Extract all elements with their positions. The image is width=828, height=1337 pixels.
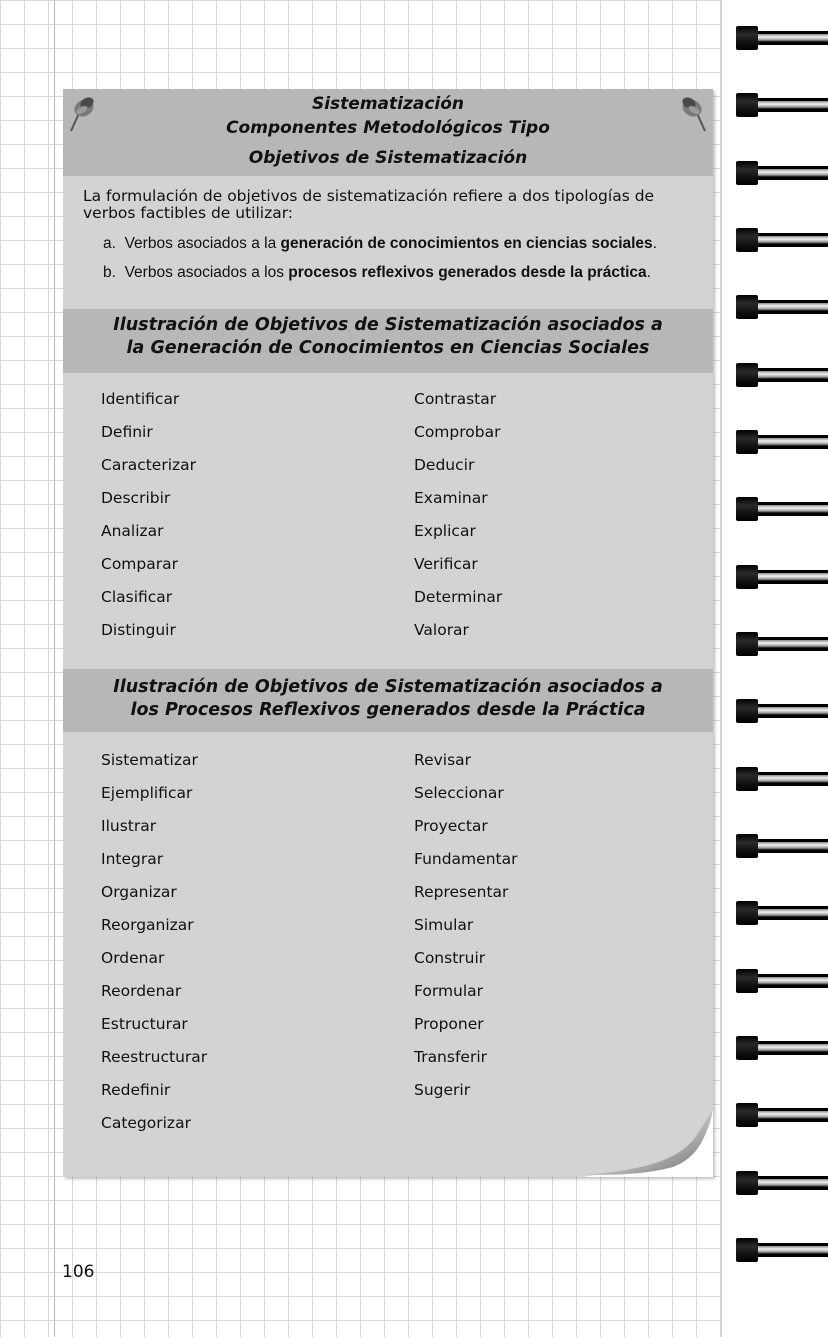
verb-item: Seleccionar bbox=[414, 784, 504, 802]
verb-item: Explicar bbox=[414, 522, 476, 540]
verb-item: Comprobar bbox=[414, 423, 501, 441]
section-1-title-line-1: Ilustración de Objetivos de Sistematización asociados a bbox=[113, 315, 663, 335]
list-suffix: . bbox=[652, 235, 657, 252]
verb-item: Fundamentar bbox=[414, 850, 518, 868]
ring-wire bbox=[752, 570, 828, 584]
spiral-ring bbox=[736, 429, 828, 455]
verb-item: Reorganizar bbox=[101, 916, 194, 934]
list-text: Verbos asociados a la bbox=[124, 235, 277, 252]
verb-item: Redefinir bbox=[101, 1081, 171, 1099]
spiral-ring bbox=[736, 766, 828, 792]
ring-wire bbox=[752, 906, 828, 920]
ring-wire bbox=[752, 300, 828, 314]
verb-item: Distinguir bbox=[101, 621, 176, 639]
ring-block bbox=[736, 767, 758, 791]
ring-wire bbox=[752, 772, 828, 786]
section-1-header bbox=[63, 309, 713, 373]
section-2-title-line-2: los Procesos Reflexivos generados desde la Práctica bbox=[130, 700, 646, 720]
spiral-ring bbox=[736, 631, 828, 657]
ring-block bbox=[736, 1036, 758, 1060]
list-bold-text: procesos reflexivos generados desde la práctica bbox=[288, 264, 647, 281]
card-title-line-1: Sistematización bbox=[311, 94, 465, 114]
verb-item: Ordenar bbox=[101, 949, 165, 967]
verb-item: Deducir bbox=[414, 456, 475, 474]
ring-block bbox=[736, 1171, 758, 1195]
pushpin-icon bbox=[677, 95, 711, 135]
spiral-ring bbox=[736, 968, 828, 994]
page-curl-decoration bbox=[583, 1109, 713, 1177]
ring-block bbox=[736, 363, 758, 387]
ring-wire bbox=[752, 1108, 828, 1122]
verb-item: Estructurar bbox=[101, 1015, 188, 1033]
ring-wire bbox=[752, 1243, 828, 1257]
list-marker: b. bbox=[103, 264, 116, 281]
ring-block bbox=[736, 26, 758, 50]
ring-wire bbox=[752, 368, 828, 382]
verb-item: Sugerir bbox=[414, 1081, 471, 1099]
ring-wire bbox=[752, 637, 828, 651]
verb-item: Sistematizar bbox=[101, 751, 198, 769]
verb-item: Simular bbox=[414, 916, 474, 934]
section-2-header bbox=[63, 669, 713, 732]
ring-wire bbox=[752, 233, 828, 247]
ring-block bbox=[736, 93, 758, 117]
section-1-title-line-2: la Generación de Conocimientos en Ciencias Sociales bbox=[126, 338, 650, 358]
spiral-ring bbox=[736, 698, 828, 724]
verb-item: Clasificar bbox=[101, 588, 173, 606]
spiral-ring bbox=[736, 496, 828, 522]
verb-item: Revisar bbox=[414, 751, 472, 769]
ring-block bbox=[736, 1103, 758, 1127]
verb-item: Construir bbox=[414, 949, 486, 967]
spiral-ring bbox=[736, 294, 828, 320]
ring-block bbox=[736, 565, 758, 589]
card-header bbox=[63, 89, 713, 176]
ring-wire bbox=[752, 1176, 828, 1190]
spiral-ring bbox=[736, 362, 828, 388]
ring-block bbox=[736, 497, 758, 521]
verb-item: Verificar bbox=[414, 555, 478, 573]
ring-block bbox=[736, 295, 758, 319]
spiral-ring bbox=[736, 900, 828, 926]
spiral-ring bbox=[736, 160, 828, 186]
spiral-ring bbox=[736, 1035, 828, 1061]
list-marker: a. bbox=[103, 235, 116, 252]
verb-item: Caracterizar bbox=[101, 456, 197, 474]
spiral-ring bbox=[736, 227, 828, 253]
verb-item: Valorar bbox=[414, 621, 469, 639]
spiral-binding bbox=[721, 0, 828, 1337]
verb-item: Reordenar bbox=[101, 982, 182, 1000]
notebook-margin-line bbox=[54, 0, 55, 1337]
list-bold-text: generación de conocimientos en ciencias sociales bbox=[280, 235, 653, 252]
ring-block bbox=[736, 228, 758, 252]
ring-block bbox=[736, 632, 758, 656]
pushpin-icon bbox=[65, 95, 99, 135]
ring-wire bbox=[752, 704, 828, 718]
verb-item: Transferir bbox=[414, 1048, 488, 1066]
list-text: Verbos asociados a los bbox=[124, 264, 284, 281]
ring-block bbox=[736, 834, 758, 858]
spiral-ring bbox=[736, 1170, 828, 1196]
verb-item: Representar bbox=[414, 883, 509, 901]
card-title-line-3: Objetivos de Sistematización bbox=[248, 148, 528, 168]
verb-item: Reestructurar bbox=[101, 1048, 208, 1066]
spiral-ring bbox=[736, 1237, 828, 1263]
verb-item: Ilustrar bbox=[101, 817, 157, 835]
ring-wire bbox=[752, 166, 828, 180]
list-item-a bbox=[103, 235, 723, 253]
verb-item: Organizar bbox=[101, 883, 177, 901]
list-item-b bbox=[103, 264, 723, 282]
intro-paragraph: La formulación de objetivos de sistematización refiere a dos tipologías de verbos factibles de utilizar: bbox=[83, 187, 655, 222]
spiral-ring bbox=[736, 1102, 828, 1128]
verb-item: Determinar bbox=[414, 588, 503, 606]
card-title-line-2: Componentes Metodológicos Tipo bbox=[226, 118, 550, 138]
content-card bbox=[63, 89, 713, 1177]
spiral-ring bbox=[736, 25, 828, 51]
verb-item: Analizar bbox=[101, 522, 164, 540]
ring-wire bbox=[752, 435, 828, 449]
verb-item: Identificar bbox=[101, 390, 180, 408]
spiral-ring bbox=[736, 564, 828, 590]
verb-item: Examinar bbox=[414, 489, 488, 507]
ring-wire bbox=[752, 31, 828, 45]
ring-block bbox=[736, 1238, 758, 1262]
ring-wire bbox=[752, 98, 828, 112]
spiral-ring bbox=[736, 92, 828, 118]
ring-wire bbox=[752, 502, 828, 516]
verb-item: Integrar bbox=[101, 850, 164, 868]
verb-item: Contrastar bbox=[414, 390, 497, 408]
section-2-title-line-1: Ilustración de Objetivos de Sistematización asociados a bbox=[113, 677, 663, 697]
verb-item: Definir bbox=[101, 423, 153, 441]
ring-block bbox=[736, 969, 758, 993]
ring-block bbox=[736, 901, 758, 925]
page-number: 106 bbox=[62, 1262, 95, 1282]
spiral-ring bbox=[736, 833, 828, 859]
verb-item: Proyectar bbox=[414, 817, 488, 835]
verb-item: Categorizar bbox=[101, 1114, 191, 1132]
ring-wire bbox=[752, 1041, 828, 1055]
verb-item: Formular bbox=[414, 982, 484, 1000]
ring-block bbox=[736, 161, 758, 185]
ring-block bbox=[736, 430, 758, 454]
list-suffix: . bbox=[646, 264, 651, 281]
ring-wire bbox=[752, 974, 828, 988]
verb-item: Ejemplificar bbox=[101, 784, 193, 802]
verb-item: Proponer bbox=[414, 1015, 484, 1033]
ring-wire bbox=[752, 839, 828, 853]
verb-item: Describir bbox=[101, 489, 171, 507]
verb-item: Comparar bbox=[101, 555, 178, 573]
ring-block bbox=[736, 699, 758, 723]
